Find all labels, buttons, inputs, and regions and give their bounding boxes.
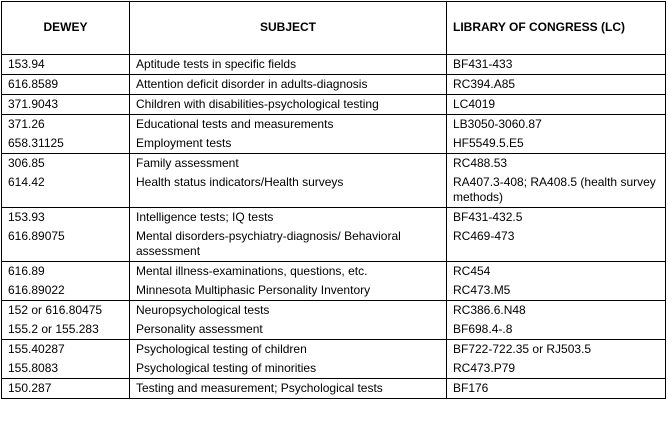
table-row [2,55,666,75]
header-lc: LIBRARY OF CONGRESS (LC) [447,2,666,55]
dewey-cell: 153.93 [2,208,130,228]
dewey-cell: 155.8083 [2,359,130,379]
subject-cell: Testing and measurement; Psychological tests [130,379,447,399]
table-row [2,281,666,301]
table-row [2,208,666,228]
table-row [2,154,666,174]
lc-cell: RC473.P79 [447,359,666,379]
subject-cell: Attention deficit disorder in adults-diagnosis [130,75,447,95]
lc-cell: RC488.53 [447,154,666,174]
lc-cell: BF176 [447,379,666,399]
table-row [2,227,666,262]
subject-cell: Psychological testing of minorities [130,359,447,379]
dewey-cell: 616.89 [2,262,130,282]
dewey-cell: 155.40287 [2,340,130,360]
subject-cell: Health status indicators/Health surveys [130,173,447,208]
lc-cell: BF698.4-.8 [447,320,666,340]
subject-cell: Psychological testing of children [130,340,447,360]
lc-cell: LC4019 [447,95,666,115]
header-subject: SUBJECT [130,2,447,55]
lc-cell: BF431-433 [447,55,666,75]
subject-cell: Educational tests and measurements [130,115,447,135]
lc-cell: RC473.M5 [447,281,666,301]
dewey-cell: 155.2 or 155.283 [2,320,130,340]
header-dewey: DEWEY [2,2,130,55]
lc-cell: RC386.6.N48 [447,301,666,321]
subject-cell: Mental illness-examinations, questions, etc. [130,262,447,282]
table-row [2,75,666,95]
dewey-cell: 658.31125 [2,134,130,154]
subject-cell: Mental disorders-psychiatry-diagnosis/ Behavioral assessment [130,227,447,262]
table-row [2,95,666,115]
dewey-cell: 614.42 [2,173,130,208]
dewey-cell: 616.89075 [2,227,130,262]
subject-cell: Neuropsychological tests [130,301,447,321]
table-row [2,115,666,135]
dewey-cell: 616.8589 [2,75,130,95]
lc-cell: RC394.A85 [447,75,666,95]
lc-cell: BF722-722.35 or RJ503.5 [447,340,666,360]
table-row [2,320,666,340]
lc-cell: BF431-432.5 [447,208,666,228]
table-row [2,359,666,379]
dewey-cell: 371.9043 [2,95,130,115]
lc-cell: LB3050-3060.87 [447,115,666,135]
subject-cell: Family assessment [130,154,447,174]
dewey-cell: 152 or 616.80475 [2,301,130,321]
table-row [2,379,666,399]
dewey-cell: 150.287 [2,379,130,399]
dewey-cell: 306.85 [2,154,130,174]
table-row [2,262,666,282]
table-row [2,173,666,208]
subject-cell: Intelligence tests; IQ tests [130,208,447,228]
dewey-cell: 153.94 [2,55,130,75]
subject-cell: Aptitude tests in specific fields [130,55,447,75]
table-row [2,340,666,360]
table-row [2,134,666,154]
header-row [2,2,666,55]
lc-cell: RC469-473 [447,227,666,262]
lc-cell: RC454 [447,262,666,282]
dewey-cell: 616.89022 [2,281,130,301]
classification-table [1,1,666,399]
lc-cell: HF5549.5.E5 [447,134,666,154]
subject-cell: Children with disabilities-psychological testing [130,95,447,115]
subject-cell: Minnesota Multiphasic Personality Inventory [130,281,447,301]
lc-cell: RA407.3-408; RA408.5 (health survey methods) [447,173,666,208]
subject-cell: Personality assessment [130,320,447,340]
table-row [2,301,666,321]
dewey-cell: 371.26 [2,115,130,135]
subject-cell: Employment tests [130,134,447,154]
